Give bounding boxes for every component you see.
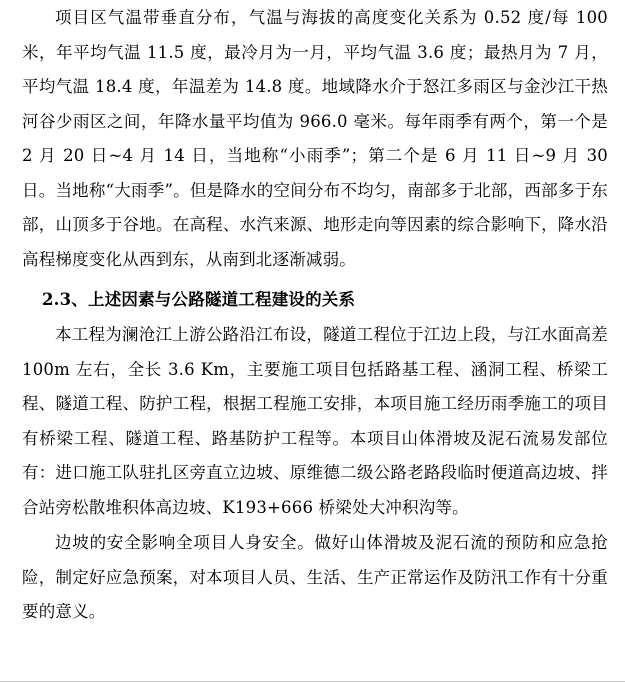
paragraph-project-overview: 本工程为澜沧江上游公路沿江布设，隧道工程位于江边上段，与江水面高差 100m 左右，全长 3.6 Km，主要施工项目包括路基工程、涵洞工程、桥梁工程、隧道工程、防护工程，根据工程施工安排，本项目施工经历雨季施工的项目有桥梁工程、隧道工程、路基防护工程等。本项目山体滑坡及泥石流易发部位有：进口施工队驻扎区旁直立边坡、原维德二级公路老路段临时便道高边坡、拌合站旁松散堆积体高边坡、K193+666 桥梁处大冲积沟等。 — [22, 325, 608, 517]
paragraph-climate: 项目区气温带垂直分布，气温与海拔的高度变化关系为 0.52 度/每 100 米，年平均气温 11.5 度，最冷月为一月，平均气温 3.6 度；最热月为 7 月，平均气温 18.4 度，年温差为 14.8 度。地域降水介于怒江多雨区与金沙江干热河谷少雨区之间，年降水量平均值为 966.0 毫米。每年雨季有两个，第一个是 2 月 20 日~4 月 14 日，当地称“小雨季”；第二个是 6 月 11 日~9 月 30 日。当地称“大雨季”。但是降水的空间分布不均匀，南部多于北部，西部多于东部，山顶多于谷地。在高程、水汽来源、地形走向等因素的综合影响下，降水沿高程梯度变化从西到东，从南到北逐渐减弱。 — [22, 8, 608, 269]
section-heading: 2.3、上述因素与公路隧道工程建设的关系 — [42, 290, 356, 309]
paragraph-slope-safety: 边坡的安全影响全项目人身安全。做好山体滑坡及泥石流的预防和应急抢险，制定好应急预案，对本项目人员、生活、生产正常运作及防汛工作有十分重要的意义。 — [22, 533, 608, 621]
document-body — [22, 0, 608, 630]
